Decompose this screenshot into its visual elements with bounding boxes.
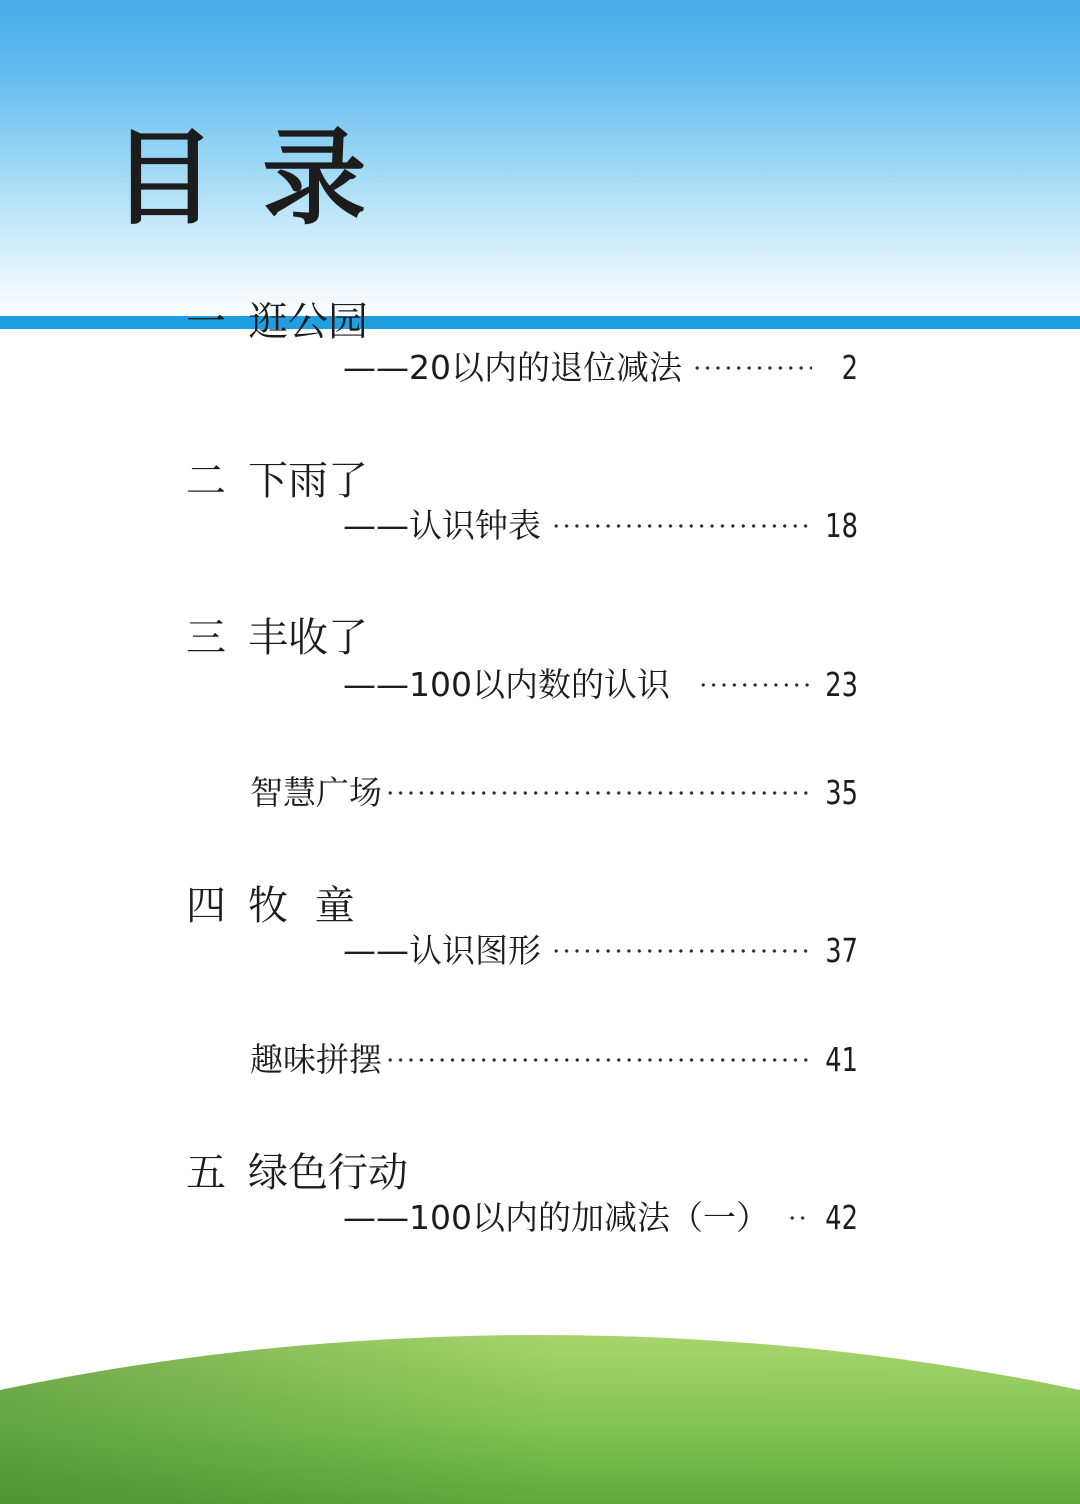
chapter-number: 二 xyxy=(186,458,226,504)
chapter-5-subtitle-row xyxy=(343,1196,858,1240)
chapter-number: 一 xyxy=(186,299,226,345)
chapter-2-subtitle-row xyxy=(343,504,858,548)
page-number: 41 xyxy=(825,1040,858,1079)
page-number: 18 xyxy=(825,506,858,545)
section-entry-row xyxy=(250,771,858,815)
blue-divider-bar xyxy=(0,316,1080,329)
chapter-heading: 丰收了 xyxy=(248,615,368,661)
dot-leader xyxy=(551,522,810,530)
dot-leader xyxy=(787,1214,810,1222)
page-number: 35 xyxy=(825,773,858,812)
chapter-subtitle: ——认识图形 xyxy=(343,931,541,970)
chapter-heading: 绿色行动 xyxy=(248,1150,408,1196)
section-title: 智慧广场 xyxy=(250,773,382,812)
chapter-3-heading-row xyxy=(186,614,368,662)
chapter-number: 五 xyxy=(186,1150,226,1196)
green-hill-shape xyxy=(0,1335,1080,1504)
chapter-heading: 下雨了 xyxy=(248,458,368,504)
chapter-subtitle: ——20以内的退位减法 xyxy=(343,348,682,387)
chapter-subtitle: ——100以内数的认识 xyxy=(343,665,670,704)
chapter-2-heading-row xyxy=(186,457,368,505)
chapter-4-subtitle-row xyxy=(343,929,858,973)
chapter-subtitle: ——认识钟表 xyxy=(343,506,541,545)
section-title: 趣味拼摆 xyxy=(250,1040,382,1079)
toc-title: 目 录 xyxy=(112,116,367,239)
page-number: 23 xyxy=(825,665,858,704)
chapter-number: 四 xyxy=(186,883,226,929)
green-hill-decoration xyxy=(0,1280,1080,1504)
dot-leader xyxy=(385,789,810,797)
chapter-subtitle: ——100以内的加减法（一） xyxy=(343,1198,769,1237)
chapter-1-heading-row xyxy=(186,298,368,346)
page-number: 42 xyxy=(825,1198,858,1237)
page-number: 37 xyxy=(825,931,858,970)
chapter-heading: 逛公园 xyxy=(248,299,368,345)
dot-leader xyxy=(385,1056,810,1064)
dot-leader xyxy=(698,681,810,689)
dot-leader xyxy=(551,947,810,955)
chapter-3-subtitle-row xyxy=(343,663,858,707)
chapter-1-subtitle-row xyxy=(343,346,858,390)
chapter-heading: 牧 童 xyxy=(248,883,355,929)
chapter-5-heading-row xyxy=(186,1149,408,1197)
dot-leader xyxy=(692,364,812,372)
chapter-number: 三 xyxy=(186,615,226,661)
page-number: 2 xyxy=(841,348,858,387)
section-entry-row xyxy=(250,1038,858,1082)
chapter-4-heading-row xyxy=(186,882,355,930)
